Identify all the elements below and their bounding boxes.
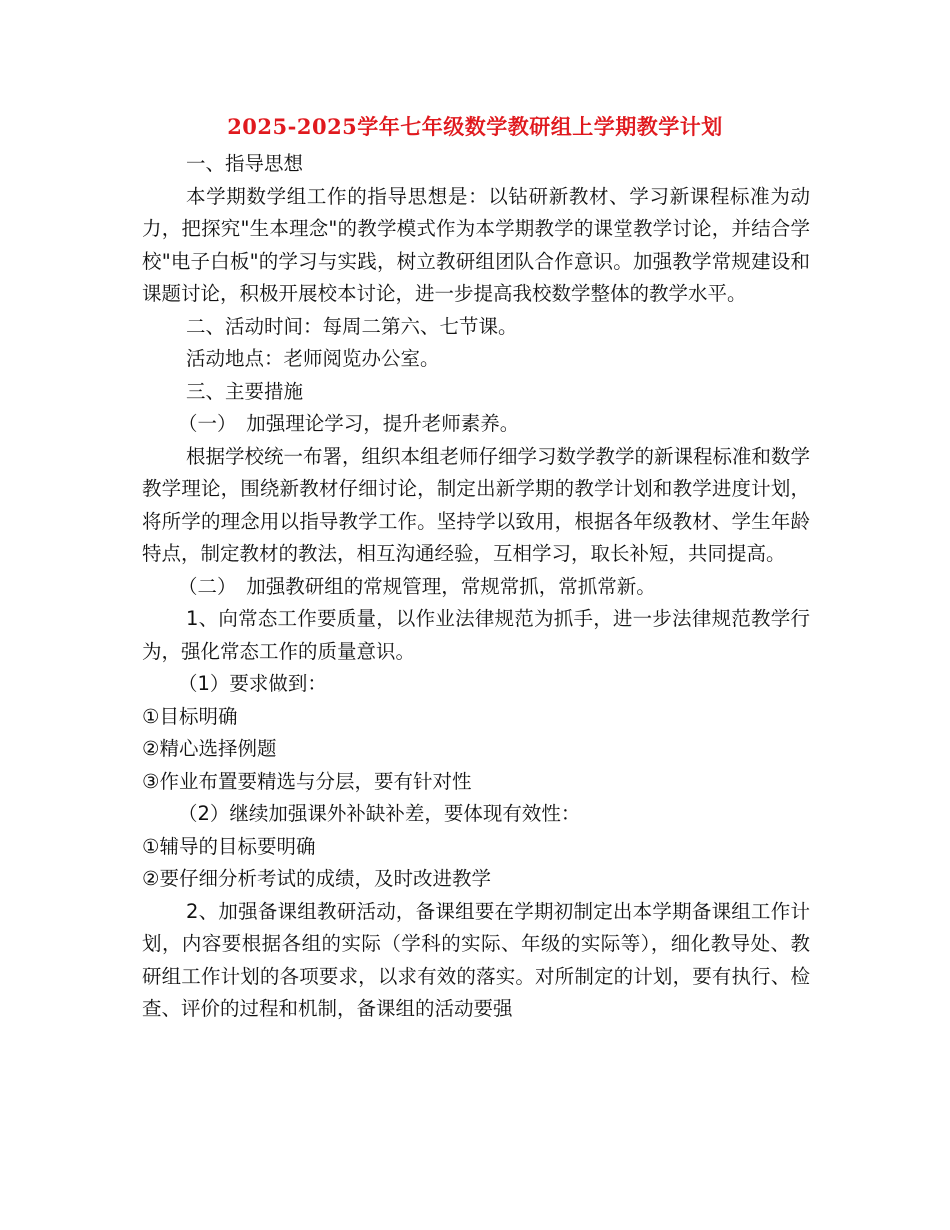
section-heading-main-measures: 三、主要措施 — [186, 379, 304, 403]
list-item: ②精心选择例题 — [142, 737, 277, 760]
list-item: ①辅导的目标要明确 — [142, 834, 316, 858]
subheading-routine-management: （二） 加强教研组的常规管理，常规常抓，常抓常新。 — [178, 574, 656, 598]
section-heading-guiding-ideology: 一、指导思想 — [186, 152, 304, 175]
paragraph-theory-study: 根据学校统一布署，组织本组老师仔细学习数学教学的新课程标准和数学教学理论，围绕新教材仔细讨论，制定出新学期的教学计划和教学进度计划，将所学的理念用以指导教学工作。坚持学以致用，根据各年级教材、学生年龄特点，制定教材的教法，相互沟通经验，互相学习，取长补短，共同提高。 — [142, 444, 811, 565]
section-heading-activity-time: 二、活动时间：每周二第六、七节课。 — [186, 314, 518, 338]
list-heading-requirements: （1）要求做到： — [178, 672, 327, 695]
list-item: ①目标明确 — [142, 704, 238, 728]
document-body — [142, 148, 810, 1026]
list-item: ②要仔细分析考试的成绩，及时改进教学 — [142, 867, 491, 890]
paragraph-activity-location: 活动地点：老师阅览办公室。 — [186, 347, 440, 370]
paragraph-item-1: 1、向常态工作要质量，以作业法律规范为抓手，进一步法律规范教学行为，强化常态工作的质量意识。 — [142, 607, 810, 663]
list-item: ③作业布置要精选与分层，要有针对性 — [142, 769, 472, 793]
list-heading-tutoring: （2）继续加强课外补缺补差，要体现有效性： — [178, 802, 581, 825]
document-title: 2025-2025学年七年级数学教研组上学期教学计划 — [227, 114, 723, 139]
paragraph-item-2: 2、加强备课组教研活动，备课组要在学期初制定出本学期备课组工作计划，内容要根据各组的实际（学科的实际、年级的实际等），细化教导处、教研组工作计划的各项要求，以求有效的落实。对所制定的计划，要有执行、检查、评价的过程和机制，备课组的活动要强 — [142, 899, 810, 1020]
paragraph-guiding-ideology: 本学期数学组工作的指导思想是：以钻研新教材、学习新课程标准为动力，把探究"生本理念"的教学模式作为本学期教学的课堂教学讨论，并结合学校"电子白板"的学习与实践，树立教研组团队合作意识。加强教学常规建设和课题讨论，积极开展校本讨论，进一步提高我校数学整体的教学水平。 — [142, 184, 810, 305]
subheading-theory-study: （一） 加强理论学习，提升老师素养。 — [178, 412, 520, 435]
